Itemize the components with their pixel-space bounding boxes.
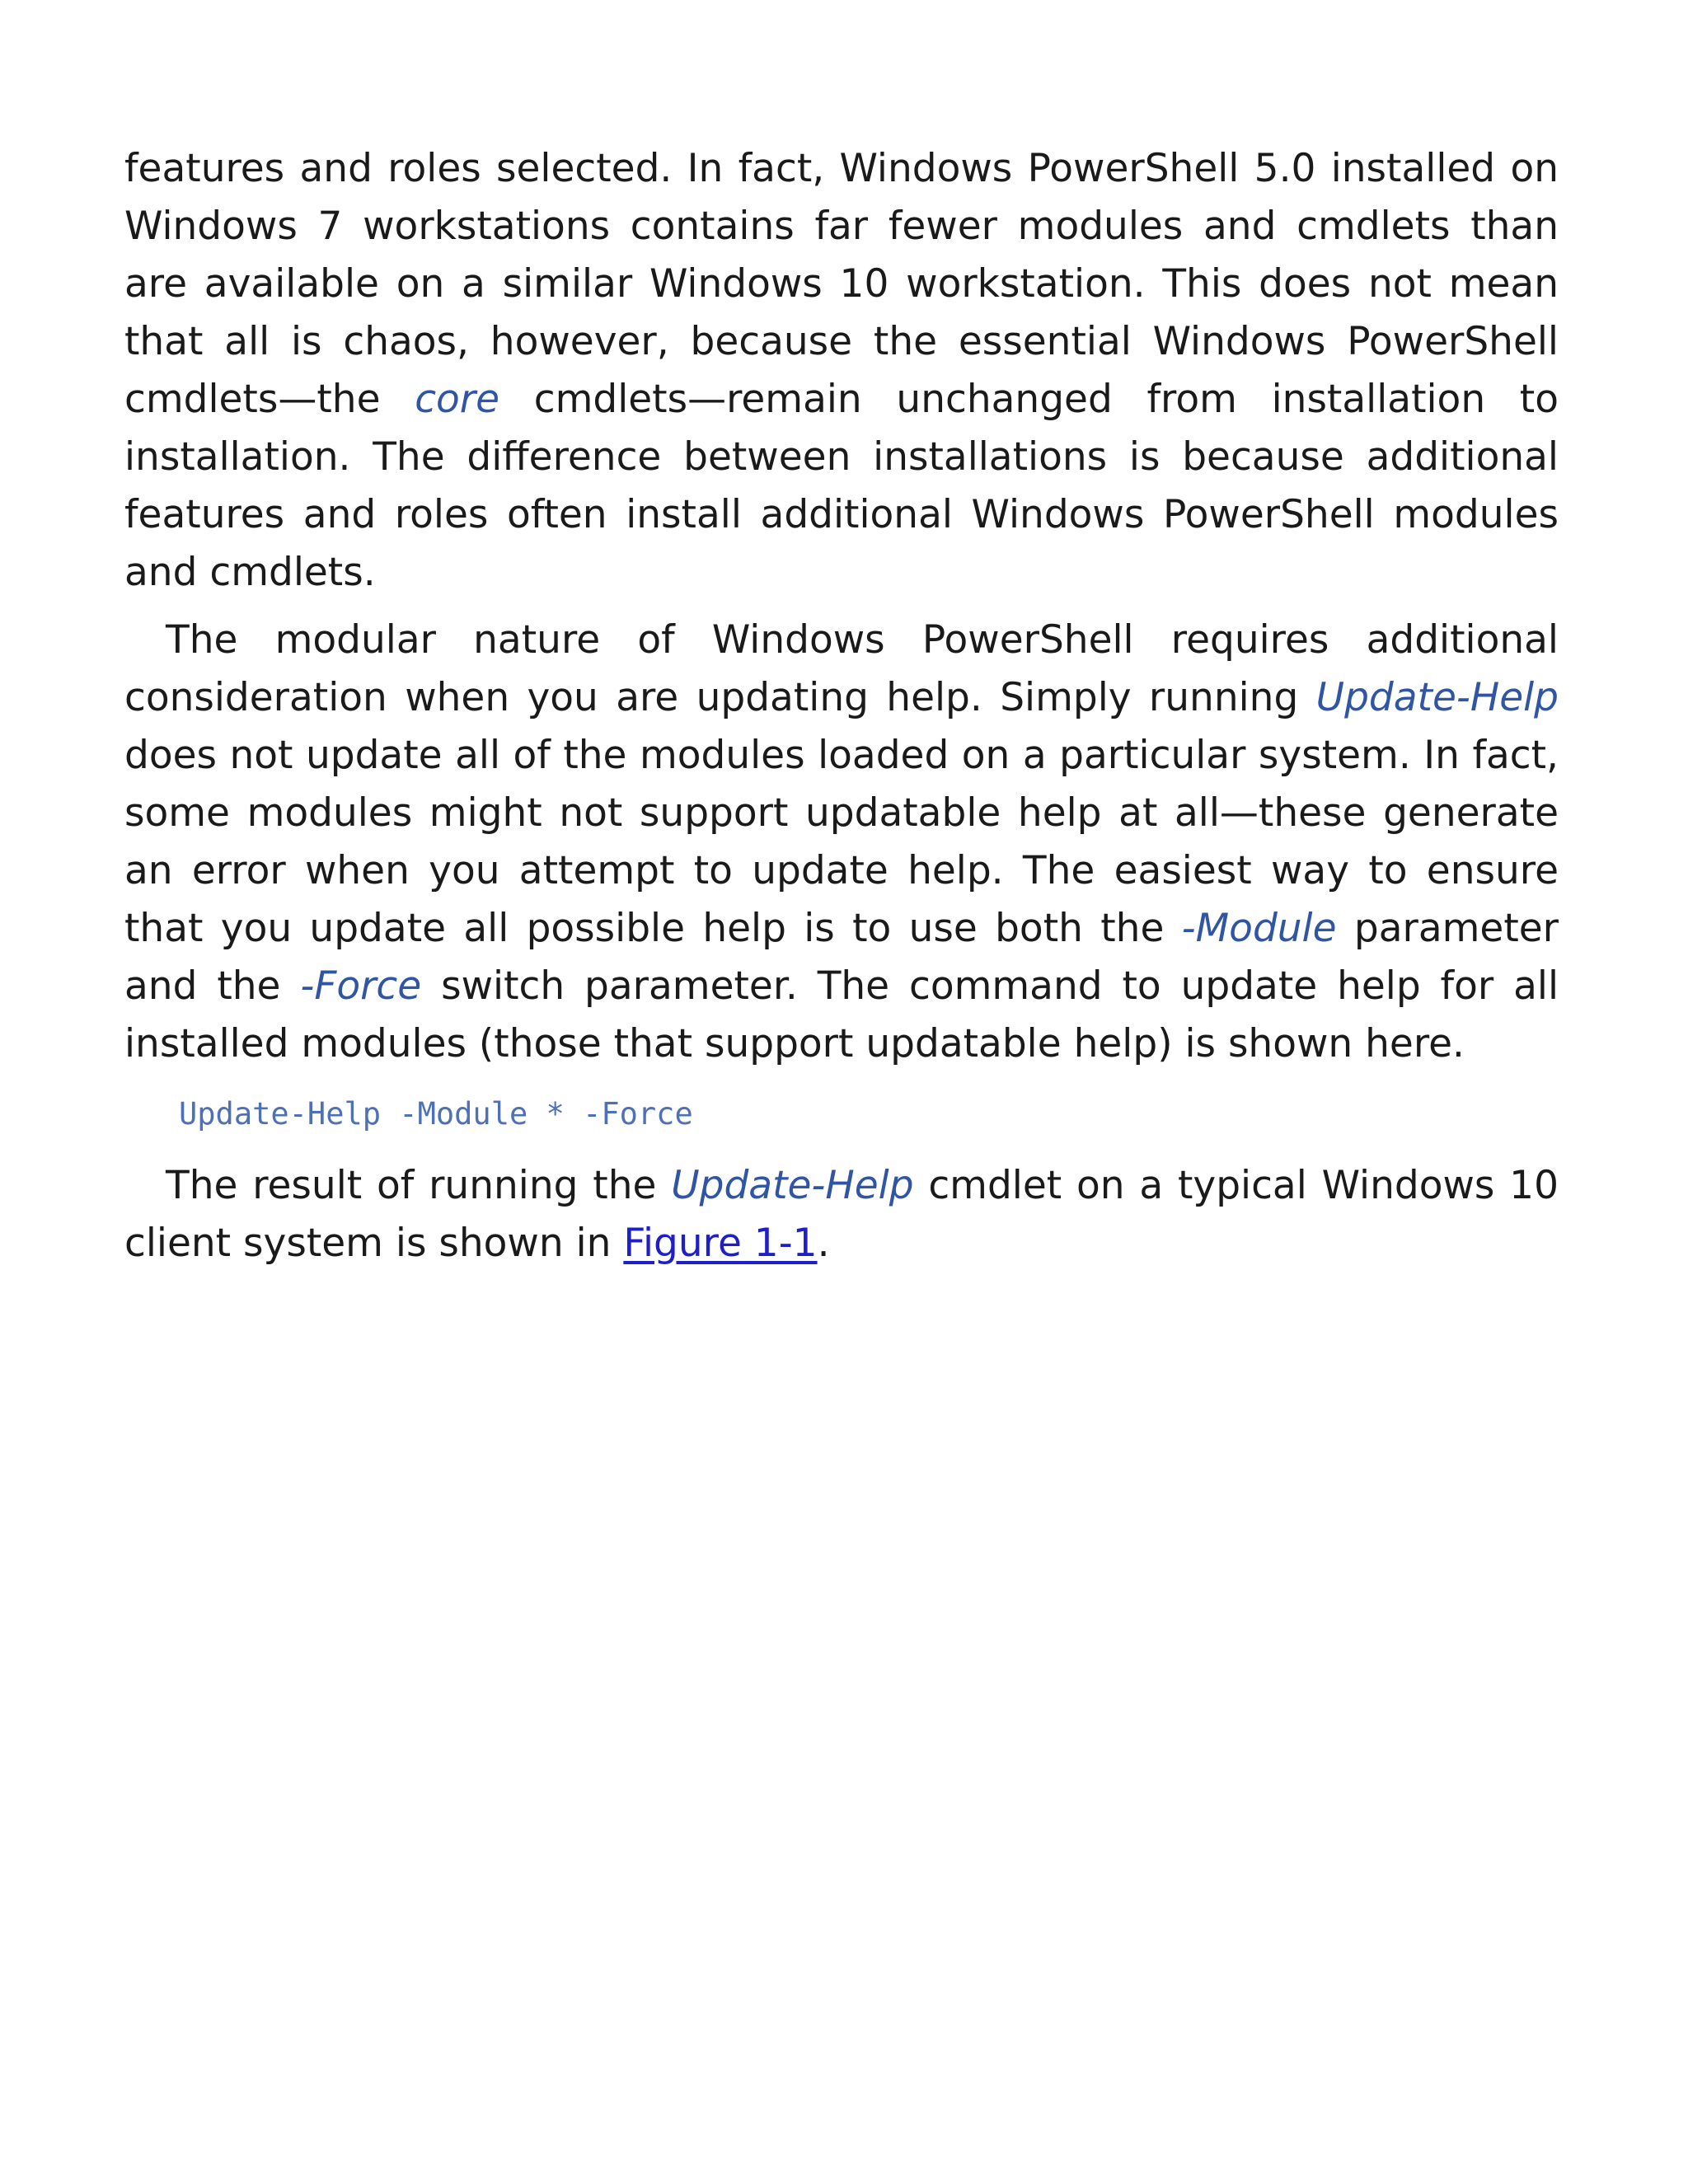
figure-1-1-link[interactable]: Figure 1-1	[623, 1221, 818, 1266]
paragraph-1-text-1: features and roles selected. In fact, Windows PowerShell 5.0 installed on Windows 7 workstations contains far fewer modules and cmdlets than are available on a similar Windows 10 workstation. This does not mean that all is chaos, however, because the essential Windows PowerShell cmdlets—the	[124, 146, 1559, 422]
paragraph-3-text-3: .	[817, 1221, 830, 1266]
cmdlet-update-help: Update-Help	[1315, 675, 1559, 720]
term-core: core	[415, 377, 500, 422]
paragraph-2	[124, 612, 1559, 1073]
code-block: Update-Help -Module * -Force	[179, 1096, 693, 1132]
page-body	[124, 140, 1559, 1272]
paragraph-3-text-2: cmdlet on a typical Windows 10 client system is shown in	[124, 1163, 1559, 1266]
paragraph-2-text-1: The modular nature of Windows PowerShell requires additional consideration when you are updating help. Simply running	[124, 617, 1559, 720]
param-module: -Module	[1181, 906, 1337, 951]
paragraph-3-text-1: The result of running the	[166, 1163, 672, 1208]
paragraph-2-text-2: does not update all of the modules loaded on a particular system. In fact, some modules might not support updatable help at all—these generate an error when you attempt to update help. The easiest way to ensure that you update all possible help is to use both the	[124, 733, 1559, 951]
cmdlet-update-help-2: Update-Help	[671, 1163, 914, 1208]
param-force: -Force	[300, 963, 422, 1009]
paragraph-1	[124, 140, 1559, 602]
paragraph-1-text-2: cmdlets—remain unchanged from installation to installation. The difference between installations is because additional features and roles often install additional Windows PowerShell modules and cmdlets.	[124, 377, 1559, 595]
paragraph-3	[124, 1157, 1559, 1272]
paragraph-2-text-4: switch parameter. The command to update help for all installed modules (those that support updatable help) is shown here.	[124, 963, 1559, 1066]
paragraph-2-text-3: parameter and the	[124, 906, 1559, 1009]
